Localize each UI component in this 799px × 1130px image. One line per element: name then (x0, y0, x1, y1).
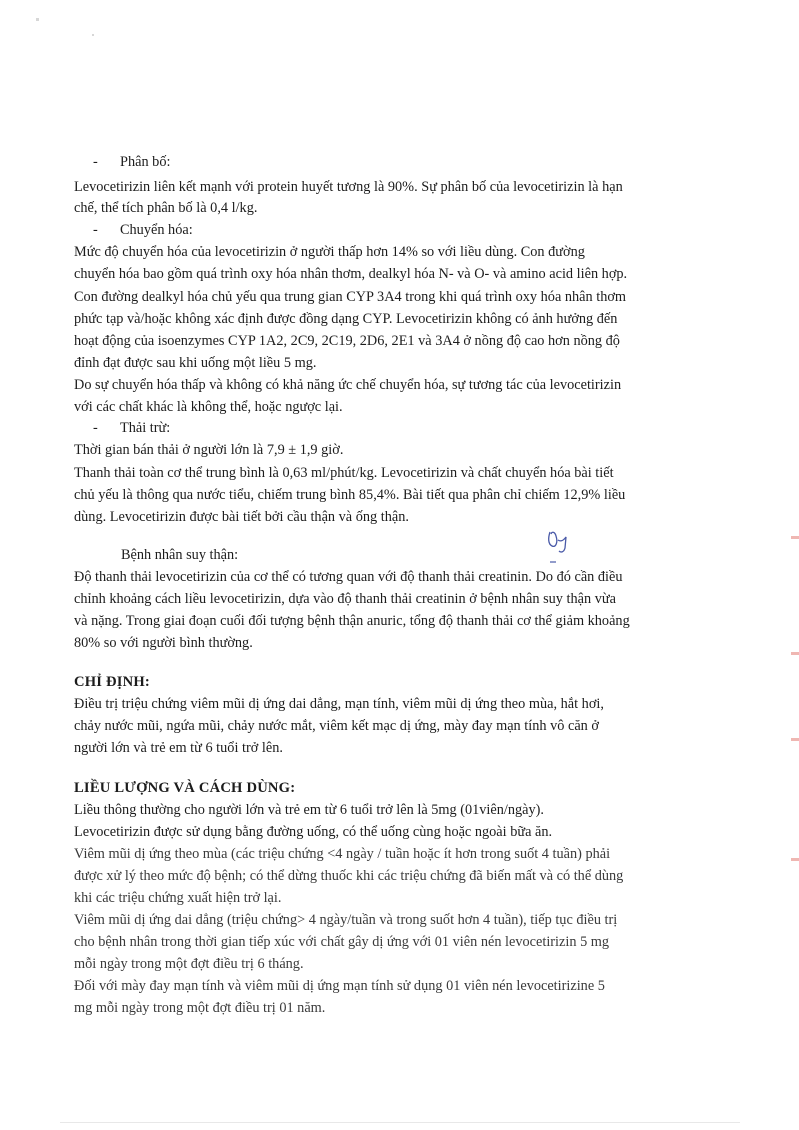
bottom-scan-edge (60, 1122, 740, 1123)
body-line: Con đường dealkyl hóa chủ yếu qua trung gian CYP 3A4 trong khi quá trình oxy hóa nhân thơm (74, 289, 627, 305)
heading-dosage: LIỀU LƯỢNG VÀ CÁCH DÙNG: (74, 780, 296, 796)
body-line: Thời gian bán thải ở người lớn là 7,9 ± 1,9 giờ. (74, 442, 344, 458)
section-label-elimination: Thải trừ: (120, 420, 171, 436)
body-line: dùng. Levocetirizin được bài tiết bởi cầu thận và ống thận. (74, 509, 409, 525)
body-line: đỉnh đạt được sau khi uống một liều 5 mg. (74, 355, 317, 371)
body-line: và nặng. Trong giai đoạn cuối đối tượng bệnh thận anuric, tổng độ thanh thải cơ thể giảm khoảng (74, 613, 630, 629)
body-line: Levocetirizin liên kết mạnh với protein huyết tương là 90%. Sự phân bố của levocetirizin là hạn (74, 179, 623, 195)
body-line: chuyển hóa bao gồm quá trình oxy hóa nhân thơm, dealkyl hóa N- và O- và amino acid liên hợp. (74, 266, 628, 282)
body-line: Thanh thải toàn cơ thể trung bình là 0,63 ml/phút/kg. Levocetirizin và chất chuyển hóa bài tiết (74, 465, 614, 481)
body-line: chỉnh khoảng cách liều levocetirizin, dựa vào độ thanh thải creatinin ở bệnh nhân suy thận vừa (74, 591, 616, 607)
body-line: người lớn và trẻ em từ 6 tuổi trở lên. (74, 740, 283, 756)
body-line: cho bệnh nhân trong thời gian tiếp xúc với chất gây dị ứng với 01 viên nén levocetirizin 5 mg (74, 934, 610, 950)
body-line: hoạt động của isoenzymes CYP 1A2, 2C9, 2C19, 2D6, 2E1 và 3A4 ở nồng độ cao hơn nồng độ (74, 333, 620, 349)
scan-speck (36, 18, 39, 21)
body-line: khi các triệu chứng xuất hiện trở lại. (74, 890, 282, 906)
heading-indications: CHỈ ĐỊNH: (74, 674, 150, 690)
body-line: chủ yếu là thông qua nước tiểu, chiếm trung bình 85,4%. Bài tiết qua phân chỉ chiếm 12,9% liều (74, 487, 626, 503)
body-line: chảy nước mũi, ngứa mũi, chảy nước mắt, viêm kết mạc dị ứng, mày đay mạn tính vô căn ở (74, 718, 599, 734)
body-line: Đối với mày đay mạn tính và viêm mũi dị ứng mạn tính sử dụng 01 viên nén levocetirizine 5 (74, 978, 605, 994)
section-label-metabolism: Chuyển hóa: (120, 222, 193, 238)
margin-scan-mark (791, 652, 799, 655)
scan-speck (92, 34, 94, 36)
margin-scan-mark (791, 738, 799, 741)
body-line: Độ thanh thải levocetirizin của cơ thể có tương quan với độ thanh thải creatinin. Do đó cần điều (74, 569, 623, 585)
body-line: Viêm mũi dị ứng dai dẳng (triệu chứng> 4 ngày/tuần và trong suốt hơn 4 tuần), tiếp tục điều trị (74, 912, 618, 928)
section-label-distribution: Phân bố: (120, 154, 171, 170)
bullet-dash: - (93, 154, 98, 170)
margin-scan-mark (791, 536, 799, 539)
body-line: Viêm mũi dị ứng theo mùa (các triệu chứng <4 ngày / tuần hoặc ít hơn trong suốt 4 tuần) phải (74, 846, 611, 862)
body-line: được xử lý theo mức độ bệnh; có thể dừng thuốc khi các triệu chứng đã biến mất và có thể dùng (74, 868, 624, 884)
handwritten-mark-icon (544, 528, 574, 568)
bullet-dash: - (93, 222, 98, 238)
body-line: phức tạp và/hoặc không xác định được đồng dạng CYP. Levocetirizin không có ảnh hưởng đến (74, 311, 618, 327)
margin-scan-mark (791, 858, 799, 861)
body-line: mg mỗi ngày trong một đợt điều trị 01 năm. (74, 1000, 326, 1016)
body-line: Điều trị triệu chứng viêm mũi dị ứng dai dẳng, mạn tính, viêm mũi dị ứng theo mùa, hắt hơi, (74, 696, 604, 712)
body-line: 80% so với người bình thường. (74, 635, 253, 651)
body-line: Liều thông thường cho người lớn và trẻ em từ 6 tuổi trở lên là 5mg (01viên/ngày). (74, 802, 544, 818)
body-line: với các chất khác là không thể, hoặc ngược lại. (74, 399, 343, 415)
body-line: Levocetirizin được sử dụng bằng đường uống, có thể uống cùng hoặc ngoài bữa ăn. (74, 824, 553, 840)
body-line: Do sự chuyển hóa thấp và không có khả năng ức chế chuyển hóa, sự tương tác của levocetirizin (74, 377, 622, 393)
body-line: Mức độ chuyển hóa của levocetirizin ở người thấp hơn 14% so với liều dùng. Con đường (74, 244, 585, 260)
bullet-dash: - (93, 420, 98, 436)
body-line: mỗi ngày trong một đợt điều trị 6 tháng. (74, 956, 304, 972)
section-label-renal: Bệnh nhân suy thận: (121, 547, 239, 563)
body-line: chế, thể tích phân bố là 0,4 l/kg. (74, 200, 258, 216)
